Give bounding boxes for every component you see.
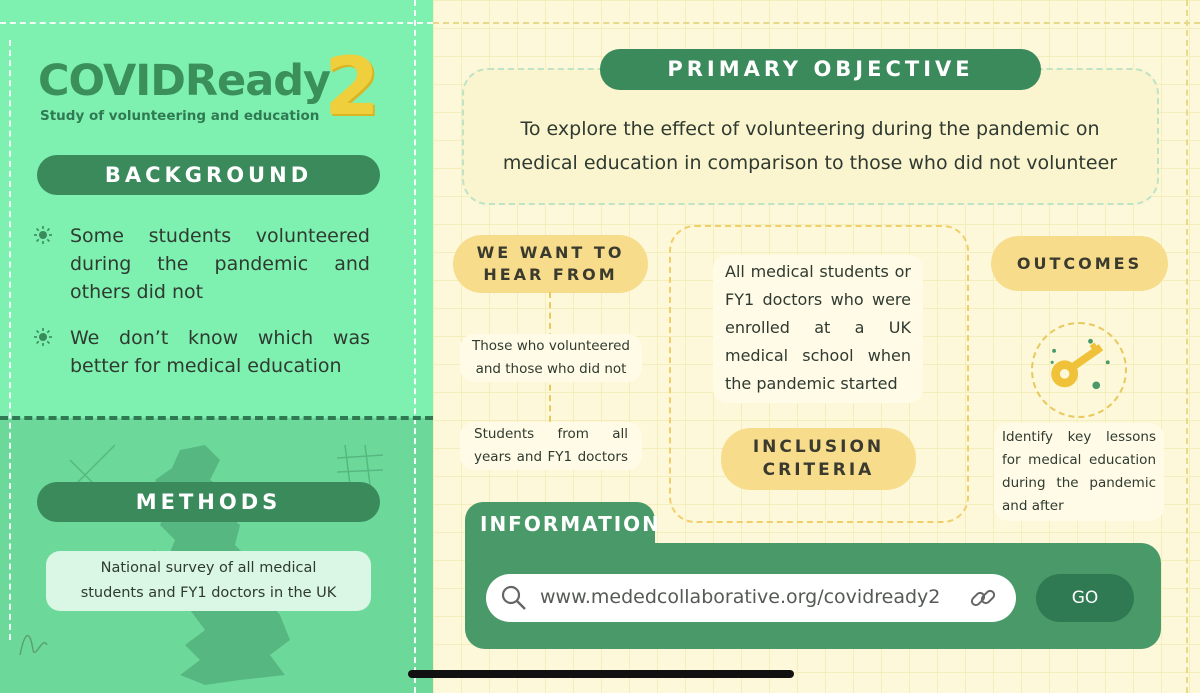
sun-icon xyxy=(34,226,52,244)
methods-heading: METHODS xyxy=(37,482,380,522)
bullet-text: Some students volunteered during the pandemic and others did not xyxy=(70,225,370,303)
sun-icon xyxy=(34,328,52,346)
hear-from-item-line: Those who volunteered xyxy=(472,338,630,354)
hear-from-item-line: years and FY1 doctors xyxy=(474,449,628,465)
outcomes-heading: OUTCOMES xyxy=(991,236,1168,291)
hear-from-heading xyxy=(453,235,648,293)
go-button[interactable]: GO xyxy=(1036,574,1134,622)
url-text[interactable]: www.mededcollaborative.org/covidready2 xyxy=(540,586,941,608)
home-indicator[interactable] xyxy=(408,670,794,678)
logo-number: 2 xyxy=(324,40,380,133)
divider xyxy=(1186,0,1188,693)
divider xyxy=(0,22,433,24)
objective-heading: PRIMARY OBJECTIVE xyxy=(600,49,1041,90)
hear-from-heading-line-2: HEAR FROM xyxy=(483,265,618,284)
list-item xyxy=(34,324,370,380)
link-icon[interactable] xyxy=(968,584,998,612)
section-divider xyxy=(0,416,433,420)
inclusion-heading-line-1: INCLUSION xyxy=(752,437,885,457)
bullet-text: We don’t know which was better for medical education xyxy=(70,327,370,377)
background-bullets xyxy=(34,222,370,398)
hear-from-item xyxy=(460,334,642,382)
hear-from-heading-line-1: WE WANT TO xyxy=(476,243,625,262)
hear-from-item-line: Students from all xyxy=(474,426,628,442)
methods-description xyxy=(46,551,371,611)
background-heading: BACKGROUND xyxy=(37,155,380,195)
hear-from-item-line: and those who did not xyxy=(475,361,627,377)
logo xyxy=(38,40,388,136)
divider xyxy=(414,0,416,693)
objective-text xyxy=(480,112,1140,180)
list-item xyxy=(34,222,370,306)
logo-subtitle: Study of volunteering and education xyxy=(40,108,320,124)
divider xyxy=(433,22,1200,24)
inclusion-heading-line-2: CRITERIA xyxy=(762,460,875,480)
logo-name: COVIDReady xyxy=(38,56,331,106)
information-heading: INFORMATION xyxy=(480,512,661,536)
outcomes-text: Identify key lessons for medical education during the pandemic and after xyxy=(994,423,1164,521)
divider xyxy=(9,40,11,640)
inclusion-text: All medical students or FY1 doctors who were enrolled at a UK medical school when the pandemic started xyxy=(713,255,923,403)
signature-icon xyxy=(15,625,55,665)
hear-from-item xyxy=(460,422,642,470)
methods-line-1: National survey of all medical xyxy=(100,560,317,576)
key-lock-icon xyxy=(1031,322,1127,418)
inclusion-heading xyxy=(721,428,916,490)
methods-line-2: students and FY1 doctors in the UK xyxy=(80,585,337,601)
search-icon xyxy=(500,584,528,612)
objective-line-1: To explore the effect of volunteering during the pandemic on xyxy=(520,118,1100,140)
objective-line-2: medical education in comparison to those who did not volunteer xyxy=(502,152,1118,174)
